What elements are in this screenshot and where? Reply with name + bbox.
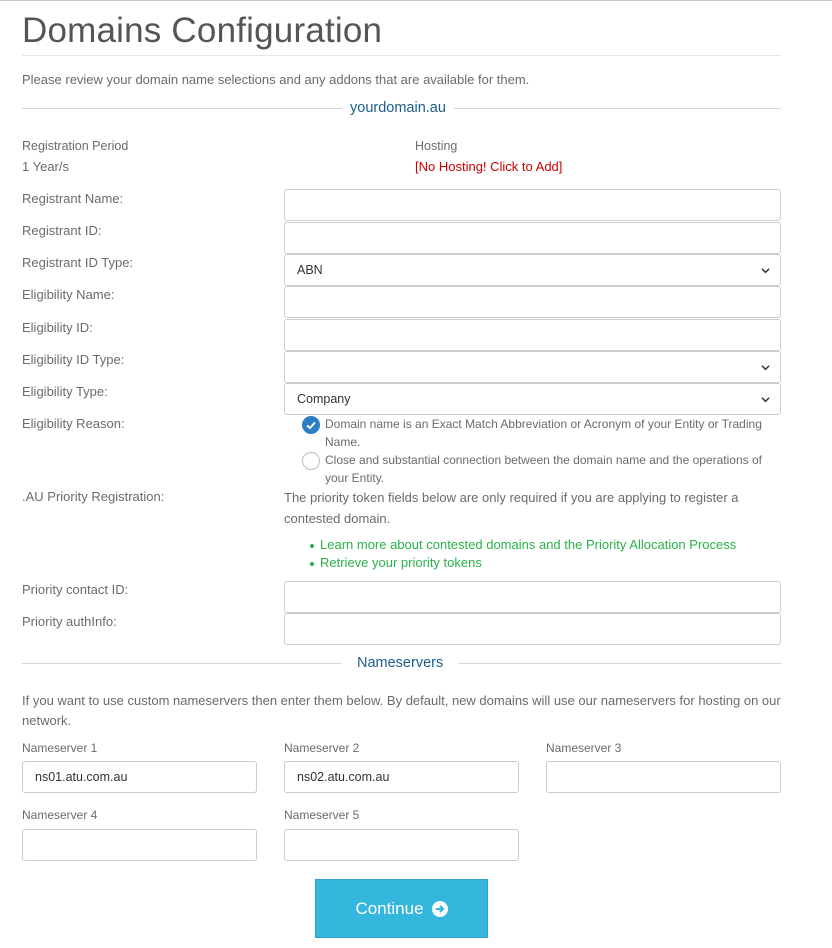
chevron-down-icon: [761, 395, 770, 404]
arrow-circle-right-icon: [432, 901, 448, 917]
au-priority-description: The priority token fields below are only required if you are applying to register a contested domain.: [284, 490, 739, 526]
nameserver-1-label: Nameserver 1: [22, 741, 98, 755]
priority-authinfo-input[interactable]: [284, 613, 781, 645]
nameserver-4-input[interactable]: [22, 829, 257, 861]
priority-contact-id-input[interactable]: [284, 581, 781, 613]
registrant-id-input[interactable]: [284, 222, 781, 254]
registrant-id-type-label: Registrant ID Type:: [22, 255, 134, 270]
eligibility-id-type-label: Eligibility ID Type:: [22, 352, 125, 367]
priority-tokens-link[interactable]: Retrieve your priority tokens: [320, 555, 482, 570]
nameserver-5-label: Nameserver 5: [284, 808, 360, 822]
domain-name-heading: yourdomain.au: [342, 100, 454, 116]
eligibility-name-input[interactable]: [284, 286, 781, 318]
nameserver-3-label: Nameserver 3: [546, 741, 622, 755]
page-intro: Please review your domain name selections and any addons that are available for them.: [22, 72, 530, 87]
bullet-icon: [310, 562, 314, 566]
eligibility-name-label: Eligibility Name:: [22, 287, 115, 302]
eligibility-id-label: Eligibility ID:: [22, 320, 93, 335]
nameservers-heading: Nameservers: [341, 655, 459, 671]
continue-button-label: Continue: [355, 898, 424, 918]
nameserver-2-label: Nameserver 2: [284, 741, 360, 755]
registrant-name-label: Registrant Name:: [22, 191, 124, 206]
nameserver-5-input[interactable]: [284, 829, 519, 861]
eligibility-reason-option-1-text: Domain name is an Exact Match Abbreviation or Acronym of your Entity or Trading Name.: [325, 417, 762, 449]
nameserver-1-input[interactable]: ns01.atu.com.au: [22, 761, 257, 793]
eligibility-reason-option-2-text: Close and substantial connection between the domain name and the operations of your Entity.: [325, 453, 762, 485]
eligibility-id-input[interactable]: [284, 319, 781, 351]
registrant-id-type-select[interactable]: [284, 254, 781, 286]
nameserver-4-label: Nameserver 4: [22, 808, 98, 822]
check-icon: [302, 416, 320, 434]
priority-contact-id-label: Priority contact ID:: [22, 582, 129, 597]
nameserver-2-input[interactable]: ns02.atu.com.au: [284, 761, 519, 793]
eligibility-type-label: Eligibility Type:: [22, 384, 108, 399]
nameservers-description: If you want to use custom nameservers then enter them below. By default, new domains will use our nameservers for hosting on our network.: [22, 693, 781, 728]
registration-period-value: 1 Year/s: [22, 159, 69, 174]
registrant-id-label: Registrant ID:: [22, 223, 102, 238]
radio-checked-icon[interactable]: [302, 416, 320, 434]
radio-unchecked-icon[interactable]: [302, 452, 320, 470]
hosting-label: Hosting: [415, 139, 458, 153]
eligibility-reason-option-1[interactable]: [302, 415, 772, 451]
eligibility-id-type-select[interactable]: [284, 351, 781, 383]
add-hosting-link[interactable]: [No Hosting! Click to Add]: [415, 159, 563, 174]
chevron-down-icon: [761, 363, 770, 372]
eligibility-reason-option-2[interactable]: [302, 451, 772, 487]
au-priority-label: .AU Priority Registration:: [22, 489, 165, 504]
chevron-down-icon: [761, 266, 770, 275]
eligibility-type-value: Company: [297, 392, 351, 406]
continue-button[interactable]: [315, 879, 488, 938]
bullet-icon: [310, 544, 314, 548]
priority-authinfo-label: Priority authInfo:: [22, 614, 117, 629]
eligibility-type-select[interactable]: [284, 383, 781, 415]
registrant-id-type-value: ABN: [297, 263, 323, 277]
eligibility-reason-label: Eligibility Reason:: [22, 416, 125, 431]
title-divider: [22, 55, 781, 56]
nameserver-3-input[interactable]: [546, 761, 781, 793]
registration-period-label: Registration Period: [22, 139, 129, 153]
registrant-name-input[interactable]: [284, 189, 781, 221]
page-title: Domains Configuration: [22, 11, 383, 50]
contested-domains-link[interactable]: Learn more about contested domains and the Priority Allocation Process: [320, 537, 737, 552]
